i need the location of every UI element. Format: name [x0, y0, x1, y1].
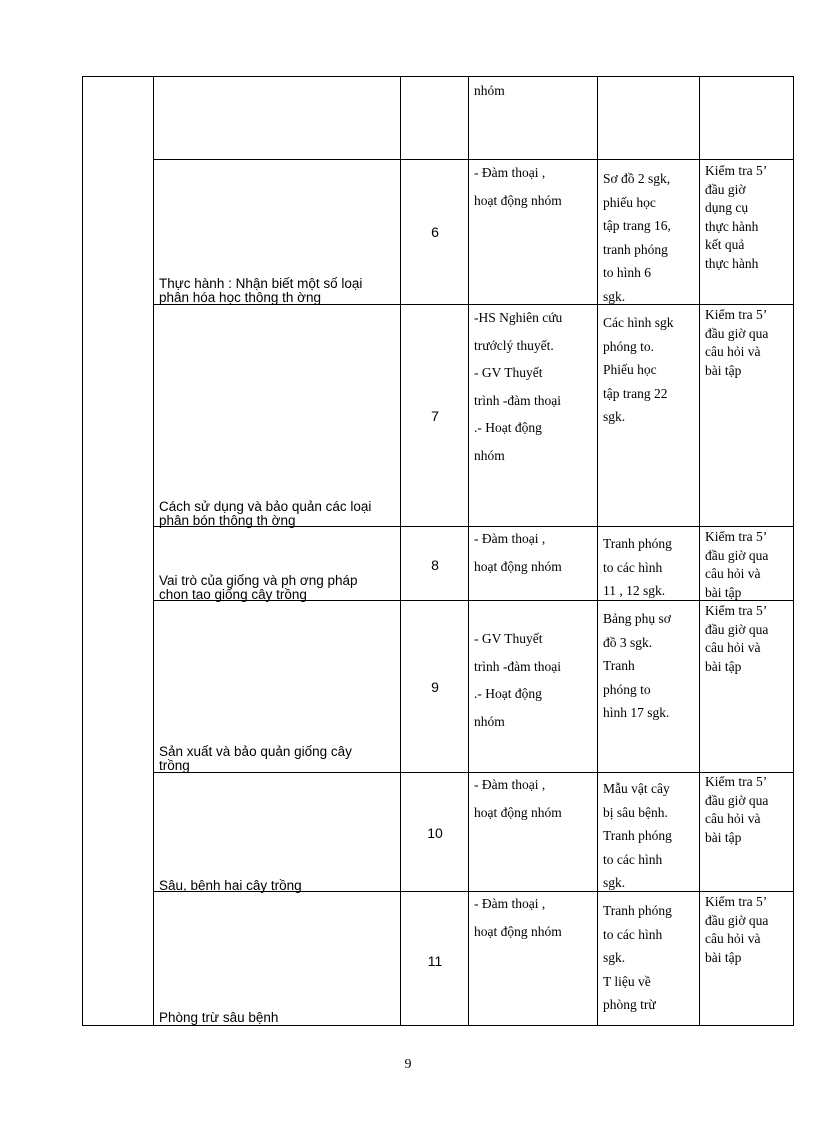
lesson-title-cell: Sản xuất và bảo quản giống cây trồng	[159, 744, 352, 773]
column-divider	[699, 77, 700, 1025]
page-number: 9	[404, 1057, 412, 1072]
lesson-title-cell: Sâu, bệnh hại cây trồng	[159, 878, 302, 893]
lesson-number-cell: 8	[431, 557, 439, 573]
assessment-cell: Kiểm tra 5’ đầu giờ qua câu hỏi và bài tập	[705, 307, 769, 378]
lesson-title-cell: Cách sử dụng và bảo quản các loại phân bón thông th ờng	[159, 499, 372, 528]
assessment-cell: Kiểm tra 5’ đầu giờ qua câu hỏi và bài tập	[705, 529, 769, 600]
lesson-number-cell: 11	[427, 953, 443, 969]
column-divider	[400, 77, 401, 1025]
teaching-method-cell: nhóm	[474, 83, 505, 98]
teaching-aids-cell: Sơ đồ 2 sgk, phiếu học tập trang 16, tranh phóng to hình 6 sgk.	[603, 171, 671, 304]
lesson-number-cell: 9	[431, 679, 439, 695]
lesson-plan-table	[82, 76, 794, 1026]
lesson-number-cell: 10	[427, 825, 443, 841]
lesson-number-cell: 6	[431, 224, 439, 240]
assessment-cell: Kiểm tra 5’ đầu giờ qua câu hỏi và bài tập	[705, 774, 769, 845]
assessment-cell: Kiểm tra 5’ đầu giờ dụng cụ thực hành kết quả thực hành	[705, 163, 768, 271]
lesson-title-cell: Thực hành : Nhận biết một số loại phân hóa học thông th ờng	[159, 276, 363, 305]
teaching-aids-cell: Tranh phóng to các hình sgk. T liệu về phòng trừ	[603, 903, 672, 1012]
lesson-title-cell: Phòng trừ sâu bệnh	[159, 1010, 279, 1025]
assessment-cell: Kiểm tra 5’ đầu giờ qua câu hỏi và bài tập	[705, 894, 769, 965]
lesson-title-cell: Vai trò của giống và ph ơng pháp chọn tạo giống cây trồng	[159, 573, 358, 602]
teaching-method-cell: - GV Thuyết trình -đàm thoại .- Hoạt động nhóm	[474, 631, 561, 729]
teaching-aids-cell: Các hình sgk phóng to. Phiếu học tập trang 22 sgk.	[603, 315, 674, 424]
row-divider	[153, 159, 793, 160]
column-divider	[597, 77, 598, 1025]
teaching-method-cell: -HS Nghiên cứu trướclý thuyết. - GV Thuyết trình -đàm thoại .- Hoạt động nhóm	[474, 310, 563, 463]
column-divider	[468, 77, 469, 1025]
teaching-method-cell: - Đàm thoại , hoạt động nhóm	[474, 165, 562, 208]
teaching-aids-cell: Tranh phóng to các hình 11 , 12 sgk.	[603, 536, 672, 598]
assessment-cell: Kiểm tra 5’ đầu giờ qua câu hỏi và bài tập	[705, 603, 769, 674]
lesson-number-cell: 7	[431, 408, 439, 424]
teaching-method-cell: - Đàm thoại , hoạt động nhóm	[474, 777, 562, 820]
teaching-aids-cell: Mẫu vật cây bị sâu bệnh. Tranh phóng to các hình sgk.	[603, 781, 672, 890]
teaching-aids-cell: Bảng phụ sơ đồ 3 sgk. Tranh phóng to hình 17 sgk.	[603, 611, 671, 720]
column-divider	[153, 77, 154, 1025]
teaching-method-cell: - Đàm thoại , hoạt động nhóm	[474, 896, 562, 939]
teaching-method-cell: - Đàm thoại , hoạt động nhóm	[474, 531, 562, 574]
